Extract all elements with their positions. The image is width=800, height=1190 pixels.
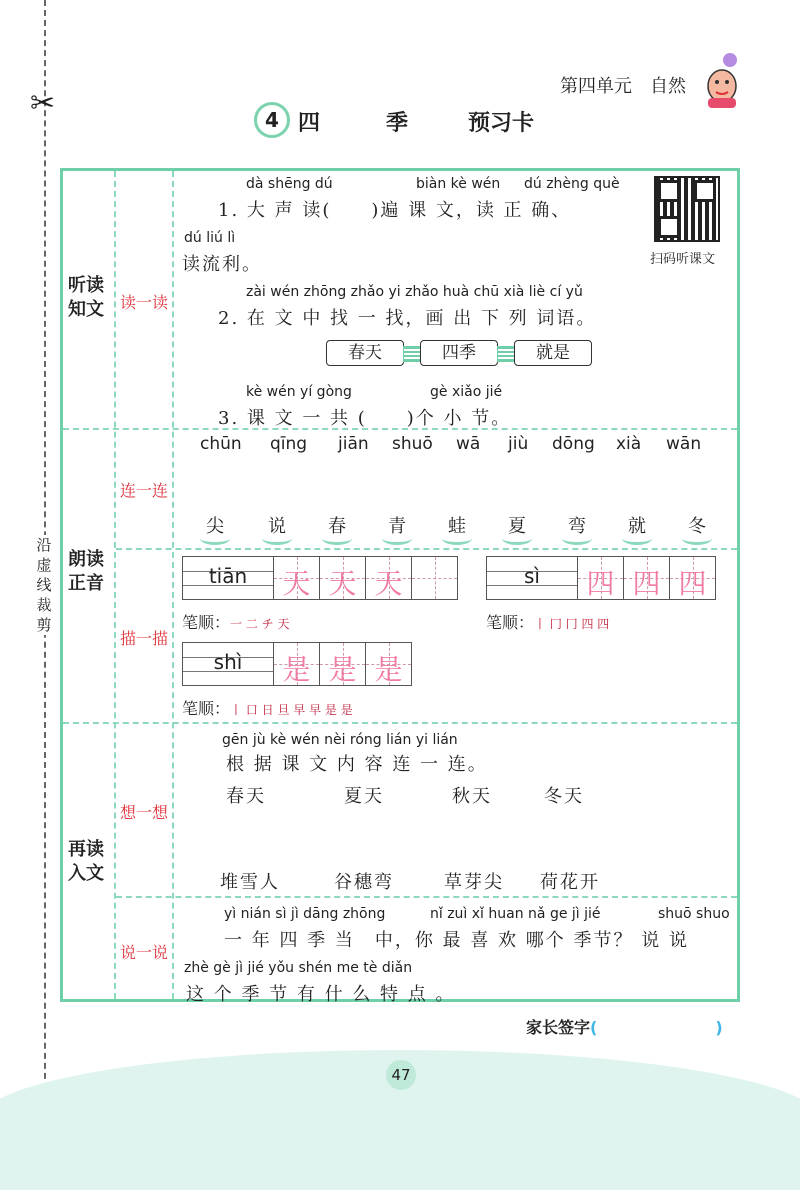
- signature-open: (: [590, 1018, 598, 1037]
- sub-say: 说一说: [119, 943, 168, 962]
- sprout-icon: [262, 532, 292, 545]
- stroke-label: 笔顺：: [182, 699, 231, 718]
- season-label[interactable]: 冬天: [544, 786, 584, 807]
- say-question: 一 年 四 季 当 中，你 最 喜 欢 哪个 季节？ 说 说: [224, 930, 689, 951]
- trace-grid-shi: [182, 642, 412, 686]
- trace-char: 天: [374, 567, 403, 600]
- qr-code[interactable]: [654, 176, 720, 242]
- connect-pinyin: shuō: [392, 434, 433, 454]
- tian-cell[interactable]: [670, 556, 716, 600]
- activity-label[interactable]: 草芽尖: [444, 872, 504, 893]
- section-listen-read: 听读知文: [68, 275, 104, 320]
- stroke-sequence: 丨 口 日 旦 早 早 是 是: [230, 703, 353, 717]
- pinyin: yì nián sì jì dāng zhōng: [224, 906, 386, 922]
- lesson-number: 4: [254, 102, 290, 138]
- row-divider: [63, 722, 737, 724]
- connect-char: 春: [328, 516, 348, 537]
- pinyin: zhè gè jì jié yǒu shén me tè diǎn: [184, 960, 413, 976]
- trace-pinyin: tiān: [208, 564, 248, 588]
- question-2: 2. 在 文 中 找 一 找，画 出 下 列 词语。: [218, 308, 597, 329]
- tian-cell[interactable]: [624, 556, 670, 600]
- section-reread: 再读入文: [68, 839, 104, 884]
- connect-char: 就: [628, 516, 648, 537]
- connect-char: 弯: [568, 516, 588, 537]
- sprout-icon: [442, 532, 472, 545]
- connect-pinyin: jiān: [338, 434, 369, 454]
- connect-pinyin: jiù: [508, 434, 529, 454]
- sprout-icon: [682, 532, 712, 545]
- question-1: 1. 大 声 读( )遍 课 文，读 正 确、: [218, 200, 572, 221]
- connect-pinyin: chūn: [200, 434, 242, 454]
- pinyin-box: [182, 642, 274, 686]
- season-label[interactable]: 春天: [226, 786, 266, 807]
- stroke-label: 笔顺：: [182, 613, 231, 632]
- connect-pinyin: xià: [616, 434, 642, 454]
- activity-label[interactable]: 堆雪人: [220, 872, 280, 893]
- pinyin-box: [486, 556, 578, 600]
- parent-signature[interactable]: [526, 1015, 723, 1038]
- pinyin: dú zhèng què: [524, 176, 620, 192]
- trace-char: 是: [328, 653, 357, 686]
- word-box: 就是: [514, 340, 592, 366]
- connect-char: 青: [388, 516, 408, 537]
- pinyin: dú liú lì: [184, 230, 236, 246]
- stroke-order-si: [486, 610, 609, 633]
- connect-pinyin: wān: [666, 434, 702, 454]
- link-icon: [497, 346, 515, 362]
- tian-cell[interactable]: [320, 556, 366, 600]
- column-divider: [172, 171, 174, 999]
- connect-char: 冬: [688, 516, 708, 537]
- trace-pinyin: shì: [213, 650, 243, 674]
- say-question-cont: 这 个 季 节 有 什 么 特 点 。: [186, 984, 456, 1005]
- tian-cell[interactable]: [320, 642, 366, 686]
- connect-char: 尖: [206, 516, 226, 537]
- question-3: 3. 课 文 一 共 ( )个 小 节。: [218, 408, 512, 429]
- sprout-icon: [622, 532, 652, 545]
- trace-grid-tian: [182, 556, 458, 600]
- sprout-icon: [382, 532, 412, 545]
- activity-label[interactable]: 荷花开: [540, 872, 600, 893]
- link-icon: [403, 346, 421, 362]
- tian-cell[interactable]: [366, 642, 412, 686]
- stroke-sequence: 丨 冂 冂 四 四: [534, 617, 610, 631]
- think-instruction: 根 据 课 文 内 容 连 一 连。: [226, 754, 488, 775]
- qr-caption: 扫码听课文: [650, 252, 716, 267]
- mascot-icon: [700, 50, 744, 110]
- word-box: 春天: [326, 340, 404, 366]
- sub-trace: 描一描: [119, 629, 168, 648]
- connect-pinyin: dōng: [552, 434, 595, 454]
- pinyin: dà shēng dú: [246, 176, 333, 192]
- pinyin: nǐ zuì xǐ huan nǎ ge jì jié: [430, 906, 601, 922]
- pinyin: kè wén yí gòng: [246, 384, 352, 400]
- pinyin: gēn jù kè wén nèi róng lián yi lián: [222, 732, 458, 748]
- tian-cell[interactable]: [412, 556, 458, 600]
- tian-cell[interactable]: [274, 556, 320, 600]
- stroke-order-shi: [182, 696, 353, 719]
- stroke-order-tian: [182, 610, 289, 633]
- connect-char: 夏: [508, 516, 528, 537]
- pinyin: gè xiǎo jié: [430, 384, 503, 400]
- activity-label[interactable]: 谷穗弯: [334, 872, 394, 893]
- stroke-label: 笔顺：: [486, 613, 535, 632]
- trace-char: 天: [328, 567, 357, 600]
- pinyin-box: [182, 556, 274, 600]
- connect-char: 蛙: [448, 516, 468, 537]
- tian-cell[interactable]: [578, 556, 624, 600]
- sub-think: 想一想: [119, 803, 168, 822]
- sprout-icon: [502, 532, 532, 545]
- trace-char: 四: [586, 567, 615, 600]
- tian-cell[interactable]: [274, 642, 320, 686]
- signature-close: ): [715, 1018, 723, 1037]
- connect-pinyin: qīng: [270, 434, 308, 454]
- connect-char: 说: [268, 516, 288, 537]
- section-read-aloud: 朗读正音: [68, 549, 104, 594]
- question-1-cont: 读流利。: [182, 254, 262, 275]
- page-number: 47: [386, 1060, 416, 1090]
- pinyin: zài wén zhōng zhǎo yi zhǎo huà chū xià liè cí yǔ: [246, 284, 583, 300]
- trace-char: 是: [282, 653, 311, 686]
- season-label[interactable]: 夏天: [344, 786, 384, 807]
- trace-pinyin: sì: [524, 564, 540, 588]
- preview-card-label: 预习卡: [468, 111, 535, 136]
- sub-connect: 连一连: [119, 481, 168, 500]
- scissors-icon: ✂: [30, 86, 56, 121]
- word-box: 四季: [420, 340, 498, 366]
- sprout-icon: [562, 532, 592, 545]
- row-divider: [116, 896, 737, 898]
- trace-grid-si: [486, 556, 716, 600]
- sprout-icon: [200, 532, 230, 545]
- trace-char: 天: [282, 567, 311, 600]
- unit-label: 第四单元 自然: [560, 76, 686, 97]
- trace-char: 是: [374, 653, 403, 686]
- signature-label: 家长签字: [526, 1018, 591, 1037]
- row-divider: [116, 548, 737, 550]
- season-label[interactable]: 秋天: [452, 786, 492, 807]
- trace-char: 四: [678, 567, 707, 600]
- cut-instruction: 沿虚线裁剪: [34, 535, 54, 635]
- trace-char: 四: [632, 567, 661, 600]
- lesson-title: 四 季: [298, 110, 431, 136]
- stroke-sequence: 一 二 チ 天: [230, 617, 290, 631]
- pinyin: shuō shuo: [658, 906, 730, 922]
- connect-pinyin: wā: [456, 434, 481, 454]
- tian-cell[interactable]: [366, 556, 412, 600]
- sub-read: 读一读: [119, 293, 168, 312]
- pinyin: biàn kè wén: [416, 176, 501, 192]
- sprout-icon: [322, 532, 352, 545]
